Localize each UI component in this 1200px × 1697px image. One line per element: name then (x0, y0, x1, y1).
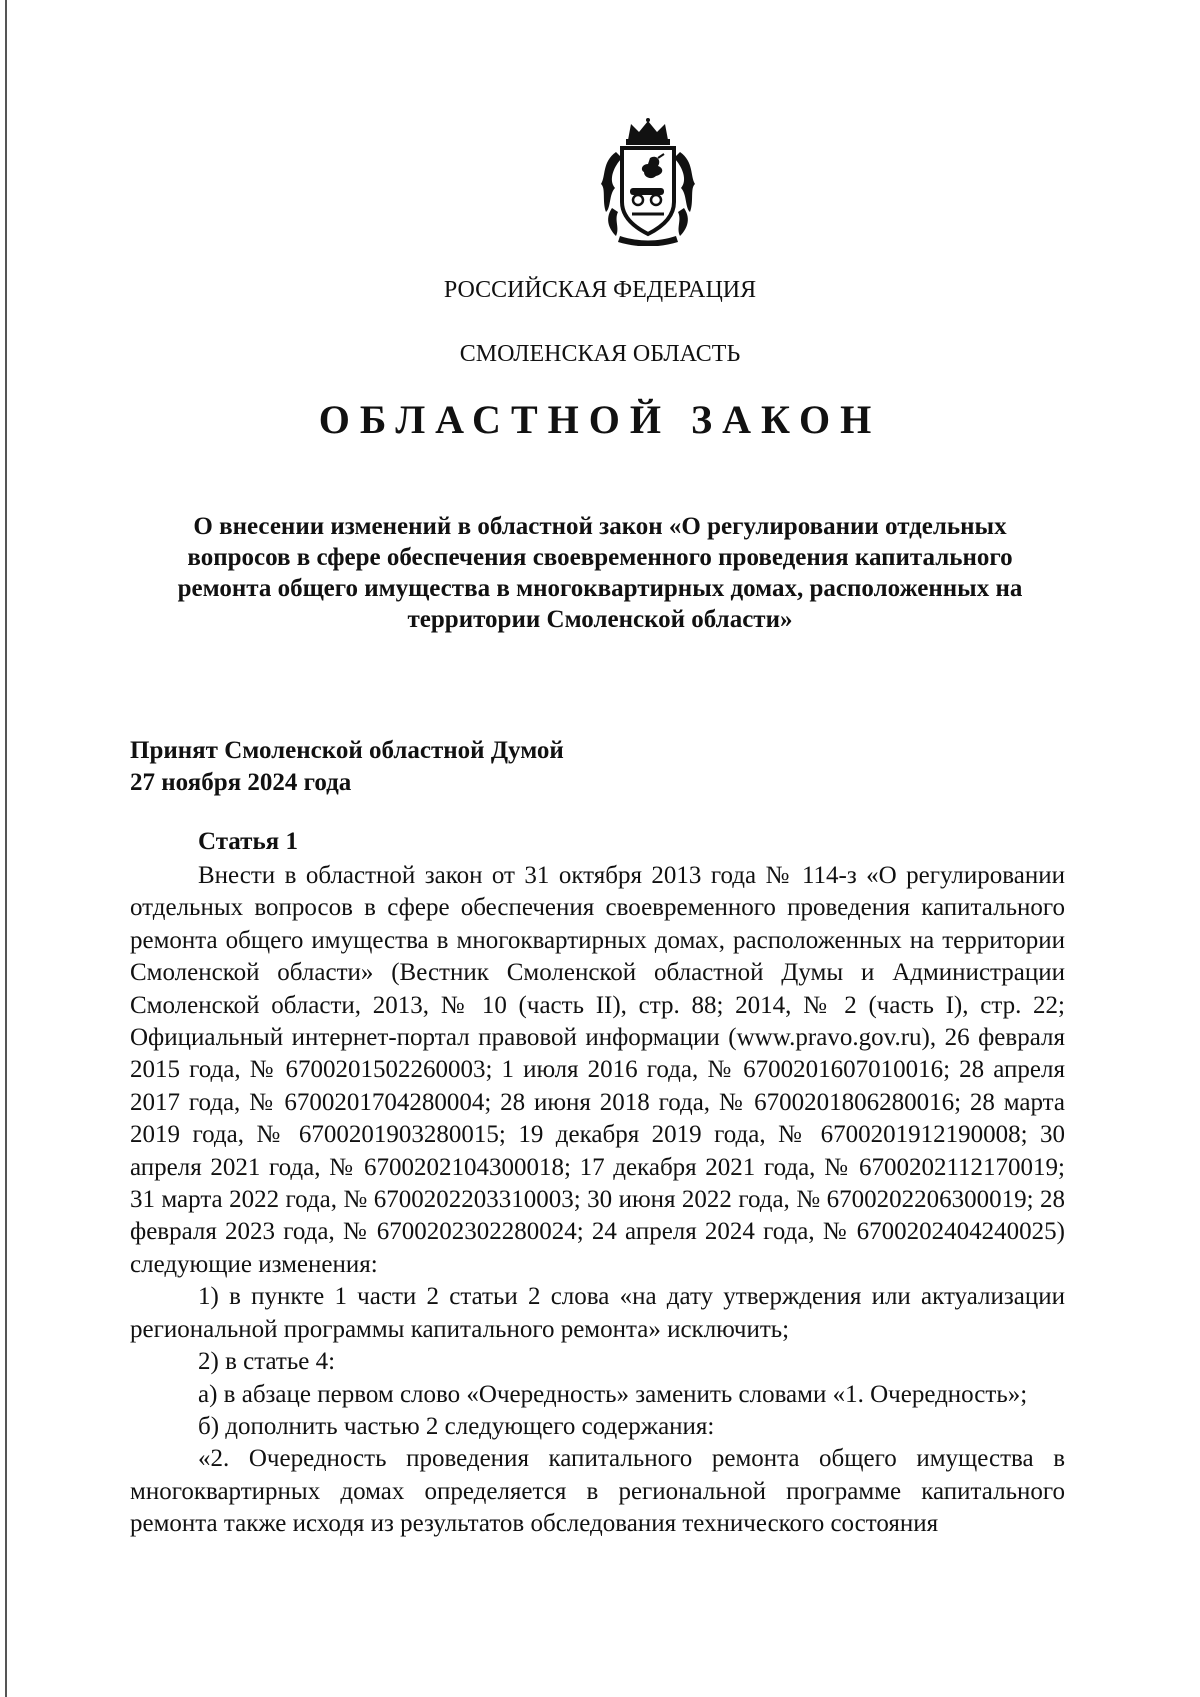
article-paragraph: Внести в областной закон от 31 октября 2013 года № 114-з «О регулировании отдельных вопросов в сфере обеспечения своевременного проведения капитального ремонта общего имущества в многоквартирных домах, расположенных на территории Смоленской области» (Вестник Смоленской областной Думы и Администрации Смоленской области, 2013, № 10 (часть II), стр. 88; 2014, № 2 (часть I), стр. 22; Официальный интернет-портал правовой информации (www.pravo.gov.ru), 26 февраля 2015 года, № 6700201502260003; 1 июля 2016 года, № 6700201607010016; 28 апреля 2017 года, № 6700201704280004; 28 июня 2018 года, № 6700201806280016; 28 марта 2019 года, № 6700201903280015; 19 декабря 2019 года, № 6700201912190008; 30 апреля 2021 года, № 6700202104300018; 17 декабря 2021 года, № 6700202112170019; 31 марта 2022 года, № 6700202203310003; 30 июня 2022 года, № 6700202206300019; 28 февраля 2023 года, № 6700202302280024; 24 апреля 2024 года, № 6700202404240025) следующие изменения: (130, 862, 1065, 1278)
document-title: О внесении изменений в областной закон «О регулировании отдельных вопросов в сфере обеспечения своевременного проведения капитального ремонта общего имущества в многоквартирных домах, расположенных на территории Смоленской области» (177, 513, 1023, 633)
article-paragraph: «2. Очередность проведения капитального ремонта общего имущества в многоквартирных домах определяется в региональной программе капитального ремонта также исходя из результатов обследования технического состояния (130, 1445, 1065, 1538)
adoption-authority: Принят Смоленской областной Думой (130, 737, 564, 764)
article-paragraph: 2) в статье 4: (198, 1348, 336, 1376)
article-paragraph: а) в абзаце первом слово «Очередность» заменить словами «1. Очередность»; (198, 1380, 1028, 1408)
country-heading: РОССИЙСКАЯ ФЕДЕРАЦИЯ (443, 277, 757, 303)
adoption-date: 27 ноября 2024 года (130, 769, 352, 796)
document-type-heading: ОБЛАСТНОЙ ЗАКОН (318, 397, 882, 442)
adoption-block (130, 735, 564, 799)
article-paragraph: 1) в пункте 1 части 2 статьи 2 слова «на дату утверждения или актуализации региональной программы капитального ремонта» исключить; (130, 1283, 1065, 1343)
scan-edge-line (5, 0, 7, 1697)
coat-of-arms-icon (598, 118, 698, 246)
article-heading: Статья 1 (198, 828, 298, 855)
article-paragraph: б) дополнить частью 2 следующего содержания: (198, 1412, 715, 1440)
region-heading: СМОЛЕНСКАЯ ОБЛАСТЬ (459, 341, 741, 367)
article-body (130, 860, 1065, 1541)
